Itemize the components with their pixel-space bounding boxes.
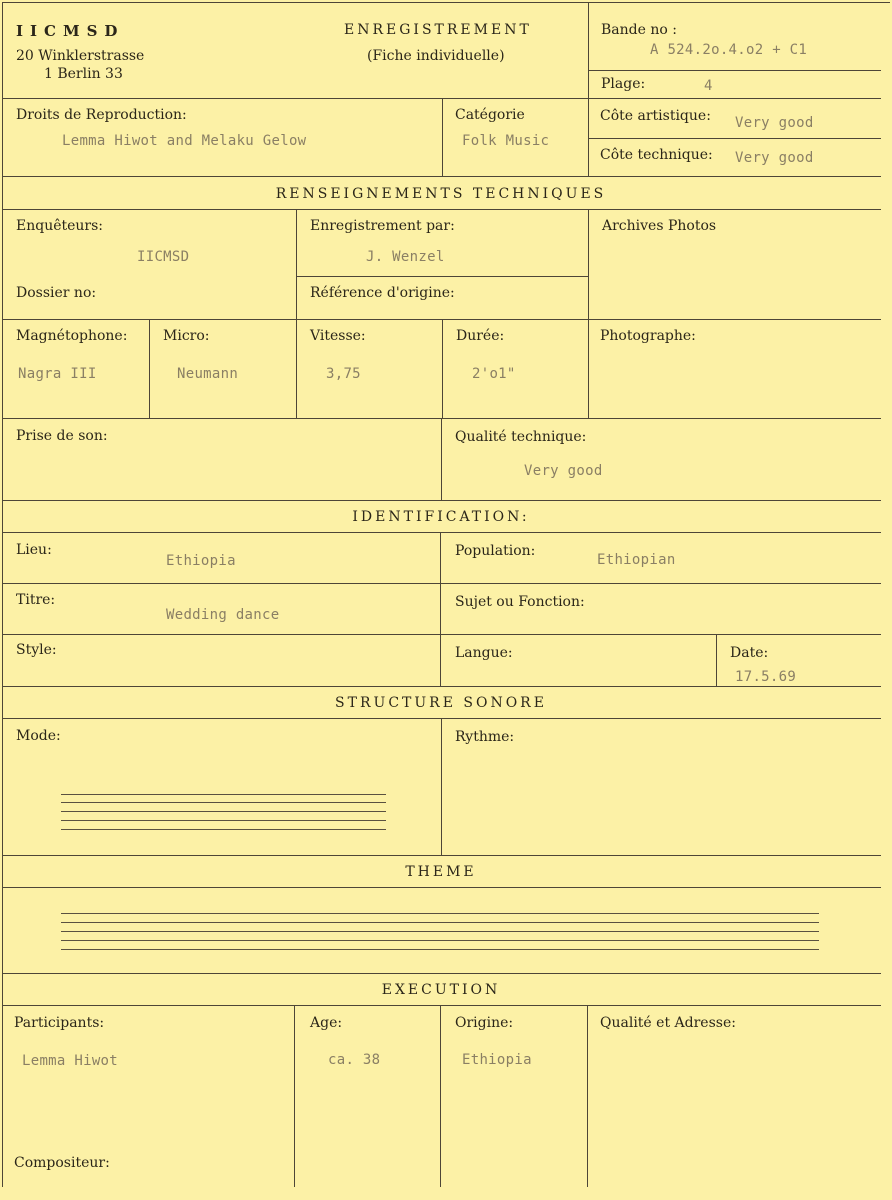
rule-categorie	[442, 98, 443, 176]
rule-age	[294, 1005, 295, 1187]
org-logo: IICMSD	[16, 22, 125, 40]
rule-techniques-top	[2, 176, 881, 177]
rule-rythme	[441, 718, 442, 855]
rule-style-top	[2, 634, 881, 635]
rule-plage	[588, 70, 881, 71]
droits-value: Lemma Hiwot and Melaku Gelow	[62, 133, 307, 149]
rule-reference	[296, 276, 588, 277]
micro-label: Micro:	[163, 328, 210, 344]
population-value: Ethiopian	[597, 552, 676, 568]
rule-vitesse	[296, 319, 297, 418]
rule-theme-bottom	[2, 887, 881, 888]
cote-artistique-value: Very good	[735, 115, 814, 131]
age-value: ca. 38	[328, 1052, 381, 1068]
rule-cote	[588, 138, 881, 139]
origine-value: Ethiopia	[462, 1052, 532, 1068]
date-label: Date:	[730, 645, 769, 661]
section-theme: THEME	[405, 864, 477, 880]
compositeur-label: Compositeur:	[14, 1155, 110, 1171]
rule-execution-bottom	[2, 1005, 881, 1006]
rule-qualite-adresse	[587, 1005, 588, 1187]
section-structure: STRUCTURE SONORE	[335, 695, 547, 711]
lieu-value: Ethiopia	[166, 553, 236, 569]
langue-label: Langue:	[455, 645, 513, 661]
enqueteurs-value: IICMSD	[137, 249, 190, 265]
rule-techniques-bottom	[2, 209, 881, 210]
sujet-label: Sujet ou Fonction:	[455, 594, 585, 610]
staff-line	[61, 811, 386, 812]
cote-artistique-label: Côte artistique:	[600, 108, 711, 124]
section-identification: IDENTIFICATION:	[352, 509, 530, 525]
staff-line	[61, 940, 819, 941]
enqueteurs-label: Enquêteurs:	[16, 218, 104, 234]
photographe-label: Photographe:	[600, 328, 696, 344]
droits-label: Droits de Reproduction:	[16, 107, 187, 123]
staff-line	[61, 913, 819, 914]
categorie-value: Folk Music	[462, 133, 550, 149]
address-line1: 20 Winklerstrasse	[16, 48, 145, 64]
rule-date	[716, 634, 717, 686]
participants-value: Lemma Hiwot	[22, 1053, 119, 1069]
cote-technique-label: Côte technique:	[600, 147, 713, 163]
rule-execution-top	[2, 973, 881, 974]
cote-technique-value: Very good	[735, 150, 814, 166]
archives-photos-label: Archives Photos	[602, 218, 717, 234]
rule-duree	[442, 319, 443, 418]
titre-label: Titre:	[16, 592, 56, 608]
titre-value: Wedding dance	[166, 607, 280, 623]
rule-titre-top	[2, 583, 881, 584]
bande-label: Bande no :	[601, 22, 677, 38]
lieu-label: Lieu:	[16, 542, 52, 558]
rule-ident-mid	[440, 532, 441, 686]
reference-label: Référence d'origine:	[310, 285, 455, 301]
categorie-label: Catégorie	[455, 107, 525, 123]
qualite-technique-value: Very good	[524, 463, 603, 479]
plage-value: 4	[704, 78, 713, 94]
mode-label: Mode:	[16, 728, 61, 744]
qualite-technique-label: Qualité technique:	[455, 429, 587, 445]
rule-qualite	[441, 418, 442, 500]
section-execution: EXECUTION	[381, 982, 501, 998]
rule-identification-top	[2, 500, 881, 501]
magnetophone-value: Nagra III	[18, 366, 97, 382]
plage-label: Plage:	[601, 76, 646, 92]
staff-line	[61, 949, 819, 950]
rule-theme-top	[2, 855, 881, 856]
staff-line	[61, 794, 386, 795]
enregistrement-par-label: Enregistrement par:	[310, 218, 455, 234]
dossier-label: Dossier no:	[16, 285, 97, 301]
rule-structure-top	[2, 686, 881, 687]
prise-de-son-label: Prise de son:	[16, 428, 108, 444]
micro-value: Neumann	[177, 366, 239, 382]
rule-left-edge	[2, 2, 3, 1187]
rule-tech-col2	[296, 209, 297, 319]
staff-line	[61, 931, 819, 932]
rythme-label: Rythme:	[455, 729, 515, 745]
rule-top	[2, 2, 890, 3]
vitesse-value: 3,75	[326, 366, 361, 382]
duree-value: 2'o1"	[472, 366, 516, 382]
origine-label: Origine:	[455, 1015, 514, 1031]
staff-line	[61, 802, 386, 803]
rule-header-right	[588, 2, 589, 176]
rule-tech-col3	[588, 209, 589, 418]
address-line2: 1 Berlin 33	[44, 66, 123, 82]
staff-line	[61, 829, 386, 830]
enregistrement-par-value: J. Wenzel	[366, 249, 445, 265]
rule-origine	[440, 1005, 441, 1187]
section-techniques: RENSEIGNEMENTS TECHNIQUES	[275, 186, 607, 202]
rule-micro	[149, 319, 150, 418]
staff-line	[61, 820, 386, 821]
qualite-adresse-label: Qualité et Adresse:	[600, 1015, 736, 1031]
age-label: Age:	[310, 1015, 343, 1031]
date-value: 17.5.69	[735, 669, 797, 685]
form-title: ENREGISTREMENT	[344, 22, 532, 38]
staff-line	[61, 922, 819, 923]
bande-value: A 524.2o.4.o2 + C1	[650, 42, 808, 58]
rule-identification-bottom	[2, 532, 881, 533]
population-label: Population:	[455, 543, 536, 559]
magnetophone-label: Magnétophone:	[16, 328, 128, 344]
style-label: Style:	[16, 642, 57, 658]
vitesse-label: Vitesse:	[310, 328, 366, 344]
duree-label: Durée:	[456, 328, 505, 344]
participants-label: Participants:	[14, 1015, 105, 1031]
form-subtitle: (Fiche individuelle)	[367, 48, 505, 64]
